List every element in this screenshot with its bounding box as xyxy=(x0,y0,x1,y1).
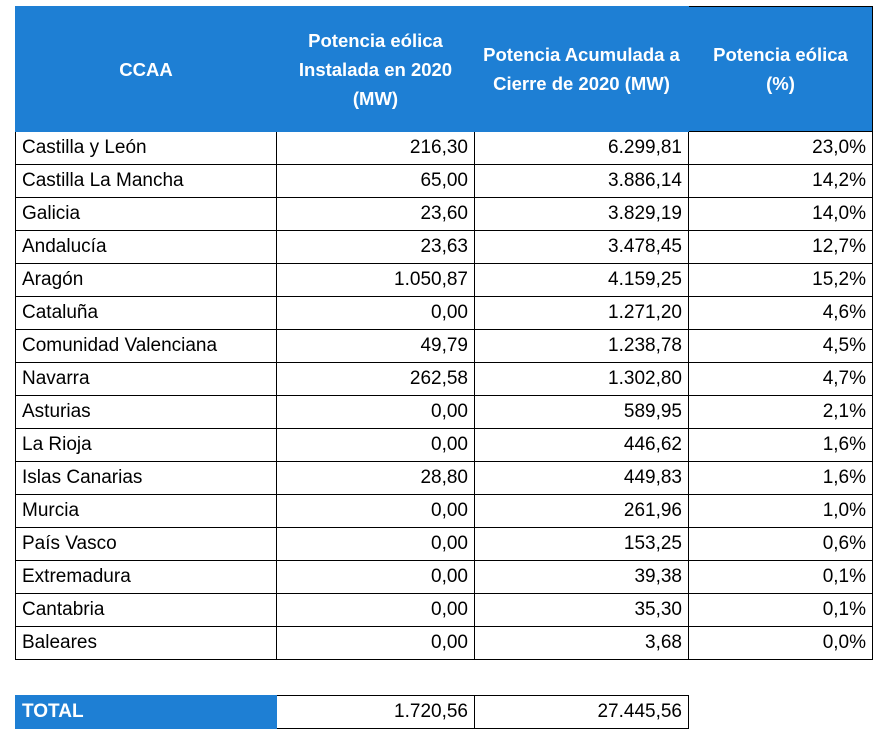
cell-accumulated-2020: 3,68 xyxy=(475,627,689,660)
table-row xyxy=(16,198,873,231)
total-row xyxy=(16,696,689,729)
cell-installed-2020: 1.050,87 xyxy=(277,264,475,297)
cell-accumulated-2020: 1.271,20 xyxy=(475,297,689,330)
table-row xyxy=(16,297,873,330)
total-accumulated: 27.445,56 xyxy=(475,696,689,729)
cell-percentage: 2,1% xyxy=(689,396,873,429)
table-row xyxy=(16,627,873,660)
cell-installed-2020: 0,00 xyxy=(277,528,475,561)
cell-region-name: Aragón xyxy=(16,264,277,297)
table-header xyxy=(16,7,873,132)
total-table xyxy=(15,695,689,729)
table-row xyxy=(16,594,873,627)
table-row xyxy=(16,264,873,297)
cell-region-name: Baleares xyxy=(16,627,277,660)
table-row xyxy=(16,330,873,363)
cell-percentage: 0,1% xyxy=(689,594,873,627)
cell-region-name: Navarra xyxy=(16,363,277,396)
cell-region-name: La Rioja xyxy=(16,429,277,462)
table-row xyxy=(16,528,873,561)
cell-accumulated-2020: 3.829,19 xyxy=(475,198,689,231)
header-row xyxy=(16,7,873,132)
cell-accumulated-2020: 261,96 xyxy=(475,495,689,528)
total-installed: 1.720,56 xyxy=(277,696,475,729)
cell-percentage: 4,6% xyxy=(689,297,873,330)
cell-region-name: Galicia xyxy=(16,198,277,231)
cell-installed-2020: 0,00 xyxy=(277,396,475,429)
cell-installed-2020: 23,60 xyxy=(277,198,475,231)
cell-percentage: 4,5% xyxy=(689,330,873,363)
cell-installed-2020: 0,00 xyxy=(277,429,475,462)
table-row xyxy=(16,132,873,165)
cell-accumulated-2020: 39,38 xyxy=(475,561,689,594)
cell-installed-2020: 262,58 xyxy=(277,363,475,396)
cell-region-name: Islas Canarias xyxy=(16,462,277,495)
table-row xyxy=(16,561,873,594)
cell-accumulated-2020: 3.478,45 xyxy=(475,231,689,264)
cell-region-name: Asturias xyxy=(16,396,277,429)
header-accumulated-2020: Potencia Acumulada a Cierre de 2020 (MW) xyxy=(475,7,689,132)
table-row xyxy=(16,495,873,528)
cell-installed-2020: 49,79 xyxy=(277,330,475,363)
cell-percentage: 4,7% xyxy=(689,363,873,396)
cell-percentage: 1,6% xyxy=(689,462,873,495)
cell-percentage: 1,0% xyxy=(689,495,873,528)
cell-percentage: 23,0% xyxy=(689,132,873,165)
cell-accumulated-2020: 6.299,81 xyxy=(475,132,689,165)
table-body xyxy=(16,132,873,660)
cell-region-name: Castilla y León xyxy=(16,132,277,165)
cell-percentage: 12,7% xyxy=(689,231,873,264)
cell-region-name: Extremadura xyxy=(16,561,277,594)
cell-installed-2020: 23,63 xyxy=(277,231,475,264)
cell-installed-2020: 0,00 xyxy=(277,495,475,528)
table-row xyxy=(16,429,873,462)
header-installed-2020: Potencia eólica Instalada en 2020 (MW) xyxy=(277,7,475,132)
cell-region-name: Murcia xyxy=(16,495,277,528)
cell-accumulated-2020: 3.886,14 xyxy=(475,165,689,198)
wind-power-table xyxy=(15,6,873,660)
cell-accumulated-2020: 449,83 xyxy=(475,462,689,495)
table-row xyxy=(16,165,873,198)
cell-region-name: Castilla La Mancha xyxy=(16,165,277,198)
cell-region-name: Cantabria xyxy=(16,594,277,627)
cell-accumulated-2020: 153,25 xyxy=(475,528,689,561)
cell-installed-2020: 0,00 xyxy=(277,561,475,594)
cell-installed-2020: 0,00 xyxy=(277,297,475,330)
cell-percentage: 0,1% xyxy=(689,561,873,594)
cell-accumulated-2020: 1.302,80 xyxy=(475,363,689,396)
cell-installed-2020: 28,80 xyxy=(277,462,475,495)
table-row xyxy=(16,363,873,396)
cell-percentage: 0,6% xyxy=(689,528,873,561)
table-row xyxy=(16,231,873,264)
cell-region-name: País Vasco xyxy=(16,528,277,561)
table-row xyxy=(16,396,873,429)
cell-percentage: 14,0% xyxy=(689,198,873,231)
total-label: TOTAL xyxy=(16,696,277,729)
cell-installed-2020: 0,00 xyxy=(277,627,475,660)
cell-accumulated-2020: 4.159,25 xyxy=(475,264,689,297)
cell-installed-2020: 65,00 xyxy=(277,165,475,198)
cell-accumulated-2020: 1.238,78 xyxy=(475,330,689,363)
cell-accumulated-2020: 446,62 xyxy=(475,429,689,462)
cell-percentage: 15,2% xyxy=(689,264,873,297)
cell-installed-2020: 0,00 xyxy=(277,594,475,627)
header-ccaa: CCAA xyxy=(16,7,277,132)
table-row xyxy=(16,462,873,495)
cell-region-name: Andalucía xyxy=(16,231,277,264)
cell-installed-2020: 216,30 xyxy=(277,132,475,165)
cell-accumulated-2020: 589,95 xyxy=(475,396,689,429)
cell-percentage: 0,0% xyxy=(689,627,873,660)
cell-region-name: Cataluña xyxy=(16,297,277,330)
cell-region-name: Comunidad Valenciana xyxy=(16,330,277,363)
cell-percentage: 14,2% xyxy=(689,165,873,198)
cell-accumulated-2020: 35,30 xyxy=(475,594,689,627)
cell-percentage: 1,6% xyxy=(689,429,873,462)
header-percentage: Potencia eólica (%) xyxy=(689,7,873,132)
